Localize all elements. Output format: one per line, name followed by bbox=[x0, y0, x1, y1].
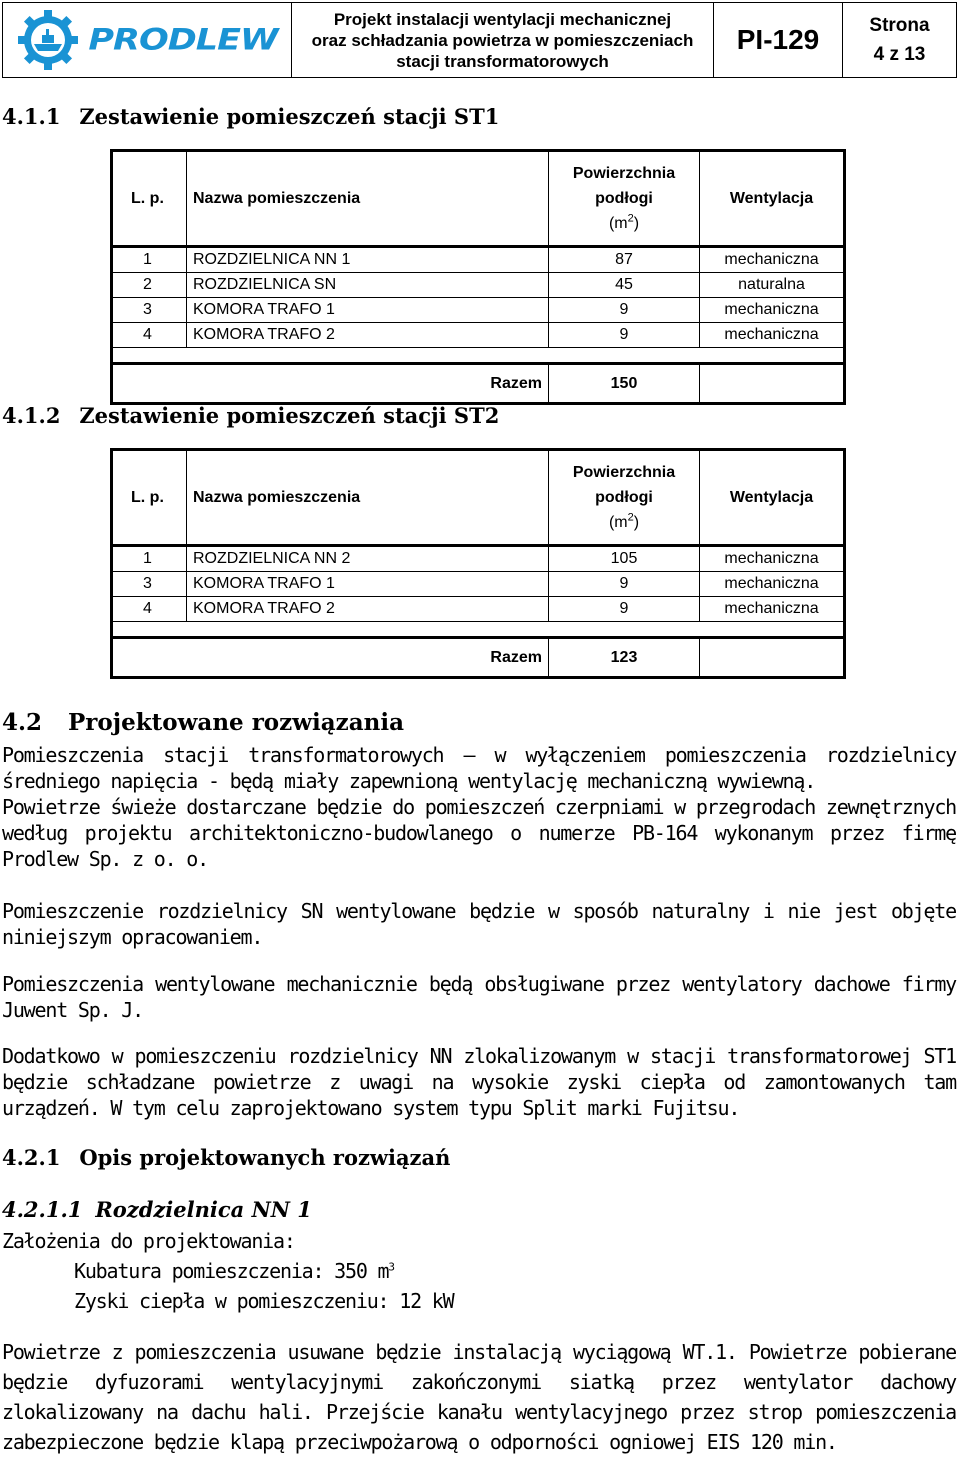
paragraph: Pomieszczenie rozdzielnicy SN wentylowane będzie w sposób naturalny i nie jest objęte niniejszym opracowaniem. bbox=[2, 899, 956, 949]
cell-area: 9 bbox=[549, 572, 700, 596]
table-row bbox=[113, 273, 843, 298]
page-number: 4 z 13 bbox=[873, 44, 926, 65]
cell-ventilation: naturalna bbox=[738, 276, 805, 293]
cell-name: KOMORA TRAFO 2 bbox=[187, 597, 549, 621]
cell-area: 9 bbox=[549, 323, 700, 347]
gear-ship-logo-icon bbox=[16, 8, 80, 72]
rooms-table-st2 bbox=[110, 448, 846, 679]
paragraph: Pomieszczenia wentylowane mechanicznie będą obsługiwane przez wentylatory dachowe firmy Juwent Sp. J. bbox=[2, 972, 956, 1022]
volume-text: Kubatura pomieszczenia: 350 m bbox=[74, 1259, 389, 1283]
paragraph: Dodatkowo w pomieszczeniu rozdzielnicy NN zlokalizowanym w stacji transformatorowej ST1 będzie schładzane powietrze z uwagi na wysokie zyski ciepła od zamontowanych tam urządzeń. W tym celu zaprojektowano system typu Split marki Fujitsu. bbox=[2, 1044, 956, 1120]
assumptions-label: Założenia do projektowania: bbox=[2, 1229, 295, 1253]
section-title: Projektowane rozwiązania bbox=[68, 709, 404, 736]
table-row bbox=[113, 597, 843, 622]
assumption-heat-gain: Zyski ciepła w pomieszczeniu: 12 kW bbox=[74, 1289, 454, 1313]
cell-ventilation: mechaniczna bbox=[724, 326, 819, 343]
volume-unit-exponent: 3 bbox=[388, 1260, 394, 1274]
area-header-line: Powierzchnia bbox=[572, 165, 676, 182]
cell-name: ROZDZIELNICA NN 1 bbox=[187, 248, 549, 272]
column-header-area bbox=[549, 152, 700, 245]
column-header-name: Nazwa pomieszczenia bbox=[187, 152, 549, 245]
sum-label: Razem bbox=[113, 365, 549, 402]
sum-value: 123 bbox=[549, 639, 700, 676]
sum-empty-cell bbox=[700, 365, 843, 402]
table-sum-row bbox=[113, 639, 843, 676]
section-heading-4-2-1-1 bbox=[2, 1197, 312, 1222]
cell-name: KOMORA TRAFO 1 bbox=[187, 298, 549, 322]
cell-lp: 2 bbox=[113, 273, 187, 297]
cell-area: 87 bbox=[549, 248, 700, 272]
cell-area: 9 bbox=[549, 298, 700, 322]
column-header-area bbox=[549, 451, 700, 544]
cell-ventilation: mechaniczna bbox=[724, 600, 819, 617]
cell-ventilation: mechaniczna bbox=[724, 550, 819, 567]
cell-name: KOMORA TRAFO 1 bbox=[187, 572, 549, 596]
cell-lp: 4 bbox=[113, 597, 187, 621]
table-spacer bbox=[113, 348, 843, 365]
cell-name: ROZDZIELNICA NN 2 bbox=[187, 547, 549, 571]
section-number: 4.1.2 bbox=[2, 403, 61, 428]
paragraph: Pomieszczenia stacji transformatorowych – w wyłączeniem pomieszczenia rozdzielnicy średniego napięcia - będą miały zapewnioną wentylację mechaniczną wywiewną. bbox=[2, 743, 956, 793]
column-header-name: Nazwa pomieszczenia bbox=[187, 451, 549, 544]
table-row bbox=[113, 323, 843, 348]
sum-empty-cell bbox=[700, 639, 843, 676]
table-row bbox=[113, 298, 843, 323]
table-header-row bbox=[113, 451, 843, 547]
section-number: 4.2.1.1 bbox=[2, 1197, 83, 1222]
cell-ventilation: mechaniczna bbox=[724, 301, 819, 318]
paragraph: Powietrze świeże dostarczane będzie do pomieszczeń czerpniami w przegrodach zewnętrznych według projektu architektoniczno-budowlanego o numerze PB-164 wykonanym przez firmę Prodlew Sp. z o. o. bbox=[2, 795, 957, 871]
cell-area: 45 bbox=[549, 273, 700, 297]
cell-name: KOMORA TRAFO 2 bbox=[187, 323, 549, 347]
section-heading-4-2-1 bbox=[2, 1145, 450, 1170]
section-title: Zestawienie pomieszczeń stacji ST2 bbox=[79, 403, 500, 428]
table-spacer bbox=[113, 622, 843, 639]
paragraph: Powietrze z pomieszczenia usuwane będzie instalacją wyciągową WT.1. Powietrze pobierane będzie dyfuzorami wentylacyjnymi zakończonymi siatką przez wentylator dachowy zlokalizowany na dachu hali. Przejście kanału wentylacyjnego przez strop pomieszczenia zabezpieczone będzie klapą przeciwpożarową o odporności ogniowej EIS 120 min. bbox=[2, 1340, 956, 1454]
sum-label: Razem bbox=[113, 639, 549, 676]
cell-ventilation: mechaniczna bbox=[724, 575, 819, 592]
cell-name: ROZDZIELNICA SN bbox=[187, 273, 549, 297]
column-header-lp: L. p. bbox=[113, 152, 187, 245]
section-number: 4.1.1 bbox=[2, 104, 61, 129]
section-title: Rozdzielnica NN 1 bbox=[95, 1197, 312, 1222]
section-number: 4.2.1 bbox=[2, 1145, 61, 1170]
company-logo bbox=[16, 8, 277, 72]
section-heading-4-2 bbox=[2, 709, 404, 736]
section-heading-4-1-2 bbox=[2, 403, 499, 428]
cell-lp: 1 bbox=[113, 547, 187, 571]
document-header bbox=[2, 2, 957, 78]
section-title: Opis projektowanych rozwiązań bbox=[79, 1145, 451, 1170]
table-sum-row bbox=[113, 365, 843, 402]
table-row bbox=[113, 547, 843, 572]
title-line: Projekt instalacji wentylacji mechanicznej bbox=[333, 9, 672, 29]
cell-area: 9 bbox=[549, 597, 700, 621]
section-title: Zestawienie pomieszczeń stacji ST1 bbox=[79, 104, 500, 129]
title-line: oraz schładzania powietrza w pomieszczeniach bbox=[311, 30, 694, 50]
cell-area: 105 bbox=[549, 547, 700, 571]
page-indicator bbox=[843, 3, 956, 77]
cell-lp: 1 bbox=[113, 248, 187, 272]
area-header-line: Powierzchnia bbox=[572, 464, 676, 481]
section-heading-4-1-1 bbox=[2, 104, 499, 129]
cell-lp: 3 bbox=[113, 298, 187, 322]
document-code: PI-129 bbox=[714, 3, 843, 77]
column-header-ventilation: Wentylacja bbox=[729, 189, 814, 207]
section-number: 4.2 bbox=[2, 709, 43, 736]
page-label: Strona bbox=[869, 15, 930, 36]
title-line: stacji transformatorowych bbox=[396, 51, 609, 71]
column-header-lp: L. p. bbox=[113, 451, 187, 544]
cell-ventilation: mechaniczna bbox=[724, 251, 819, 268]
area-unit: $(m^2)$ bbox=[608, 212, 640, 232]
assumption-volume bbox=[74, 1259, 394, 1283]
table-row bbox=[113, 572, 843, 597]
cell-lp: 4 bbox=[113, 323, 187, 347]
table-row bbox=[113, 248, 843, 273]
cell-lp: 3 bbox=[113, 572, 187, 596]
sum-value: 150 bbox=[549, 365, 700, 402]
area-header-line: podłogi bbox=[595, 489, 653, 506]
rooms-table-st1 bbox=[110, 149, 846, 405]
logo-wordmark: PRODLEW bbox=[88, 23, 278, 57]
area-unit: $(m^2)$ bbox=[608, 511, 640, 531]
logo-cell bbox=[3, 3, 292, 77]
area-header-line: podłogi bbox=[595, 190, 653, 207]
column-header-ventilation: Wentylacja bbox=[729, 488, 814, 506]
project-title bbox=[292, 3, 714, 77]
table-header-row bbox=[113, 152, 843, 248]
